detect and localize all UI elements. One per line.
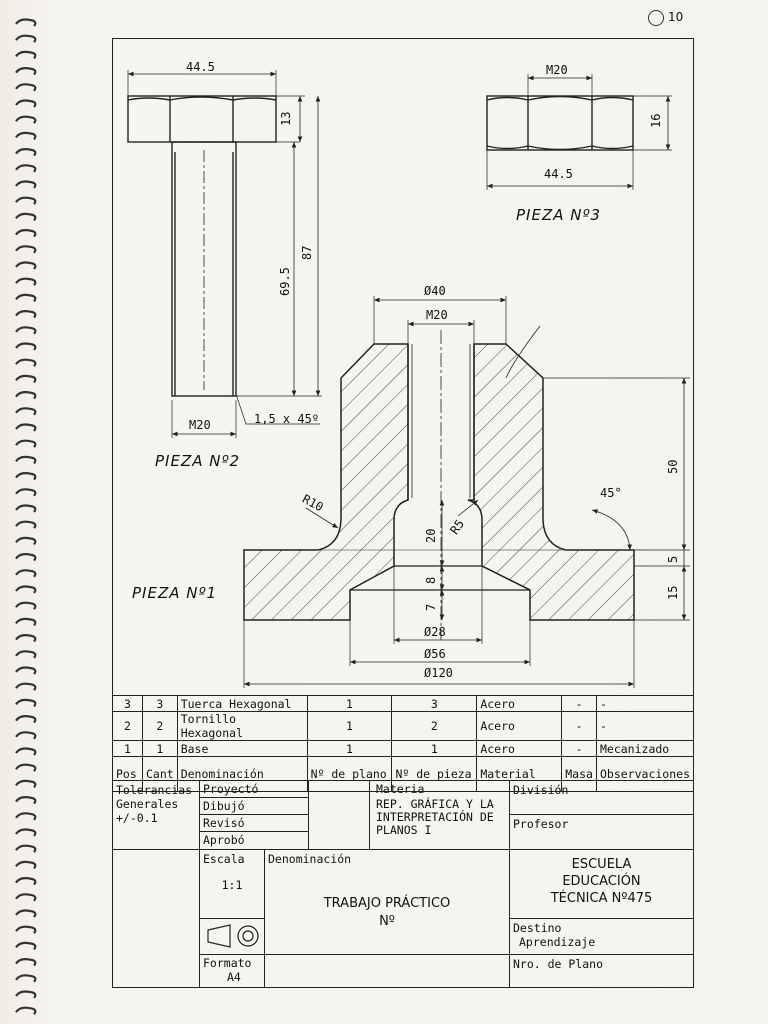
base-section-drawing	[244, 296, 690, 688]
first-angle-projection-icon	[200, 919, 264, 954]
aprobo-label: Aprobó	[199, 831, 309, 850]
dim-base-h5: 5	[666, 555, 680, 563]
escala-cell: Escala 1:1	[199, 849, 265, 919]
dim-nut-height: 16	[649, 113, 663, 128]
dim-nut-width: 44.5	[544, 167, 573, 181]
dim-bolt-shank-length: 69.5	[278, 267, 292, 296]
dim-base-top-diameter: Ø40	[424, 284, 446, 298]
dim-base-h20: 20	[424, 528, 438, 543]
table-header-row: Pos Cant Denominación Nº de plano Nº de pieza Material Masa Observaciones	[113, 757, 694, 792]
dim-base-thread: M20	[426, 308, 448, 322]
dim-base-d56: Ø56	[424, 647, 446, 661]
dim-base-angle: 45°	[600, 486, 622, 500]
dim-base-d120: Ø120	[424, 666, 453, 680]
dim-base-r5: R5	[447, 517, 468, 537]
parts-list-table	[112, 695, 694, 792]
dim-bolt-thread: M20	[189, 418, 211, 432]
division-cell: División	[509, 780, 694, 815]
blank-cell	[264, 954, 510, 988]
materia-cell: Materia REP. GRÁFICA Y LA INTERPRETACIÓN DE PLANOS I	[369, 780, 510, 850]
table-row: 2 2 Tornillo Hexagonal 1 2 Acero - -	[113, 712, 694, 741]
table-row: 3 3 Tuerca Hexagonal 1 3 Acero - -	[113, 696, 694, 712]
tolerancias-cell: Tolerancias Generales +/-0.1	[112, 780, 200, 850]
dim-bolt-head-width: 44.5	[186, 60, 215, 74]
page-number: 10	[668, 10, 684, 24]
dim-bolt-chamfer: 1,5 x 45º	[254, 412, 320, 426]
table-row: 1 1 Base 1 1 Acero - Mecanizado	[113, 741, 694, 757]
dim-nut-thread: M20	[546, 63, 568, 77]
dim-base-d28: Ø28	[424, 625, 446, 639]
dim-base-h7: 7	[424, 603, 438, 611]
destino-cell: Destino Aprendizaje	[509, 918, 694, 955]
dim-bolt-head-height: 13	[279, 111, 293, 126]
dim-bolt-total-length: 87	[300, 245, 314, 260]
denominacion-cell: Denominación TRABAJO PRÁCTICO Nº	[264, 849, 510, 955]
dim-base-r10: R10	[299, 491, 326, 515]
dim-base-h50: 50	[666, 459, 680, 474]
school-cell: ESCUELA EDUCACIÓN TÉCNICA Nº475	[509, 849, 694, 919]
nut-drawing	[487, 74, 672, 190]
proyecto-label: Proyectó	[199, 780, 309, 798]
signature-cells	[308, 780, 370, 850]
pieza-2-title: PIEZA Nº2	[155, 452, 241, 470]
dim-base-h15: 15	[666, 585, 680, 600]
pieza-3-title: PIEZA Nº3	[516, 206, 602, 224]
reviso-label: Revisó	[199, 814, 309, 832]
dim-base-h8: 8	[424, 576, 438, 584]
projection-symbol-cell	[199, 918, 265, 955]
formato-cell: Formato A4	[199, 954, 265, 988]
nro-plano-cell: Nro. de Plano	[509, 954, 694, 988]
profesor-cell: Profesor	[509, 814, 694, 850]
pieza-1-title: PIEZA Nº1	[132, 584, 218, 602]
dibujo-label: Dibujó	[199, 797, 309, 815]
